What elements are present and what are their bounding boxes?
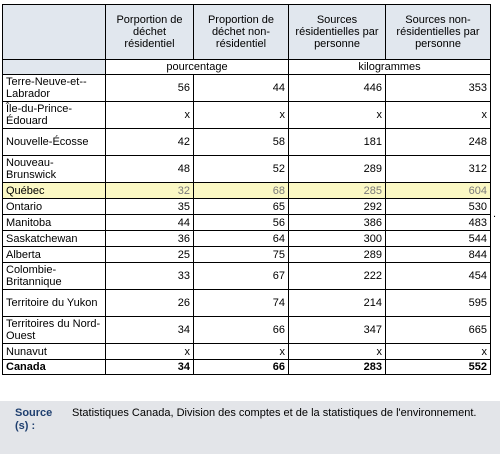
value-cell: 65 — [194, 199, 289, 215]
value-cell: 222 — [289, 263, 386, 290]
table-row — [3, 215, 491, 231]
value-cell: 347 — [289, 317, 386, 344]
value-cell: 483 — [386, 215, 491, 231]
row-label: Territoires du Nord-Ouest — [3, 317, 106, 344]
header-residential-per-person: Sources résidentielles par personne — [289, 5, 386, 60]
value-cell: 665 — [386, 317, 491, 344]
table-row — [3, 290, 491, 317]
row-label: Manitoba — [3, 215, 106, 231]
unit-kilograms: kilogrammes — [289, 60, 491, 75]
table-body — [3, 75, 491, 375]
value-cell: 289 — [289, 247, 386, 263]
row-label: Québec — [3, 183, 106, 199]
header-residential-share: Porportion de déchet résidentiel — [106, 5, 194, 60]
value-cell: 33 — [106, 263, 194, 290]
value-cell: 42 — [106, 129, 194, 156]
value-cell: 353 — [386, 75, 491, 102]
value-cell: 32 — [106, 183, 194, 199]
value-cell: 300 — [289, 231, 386, 247]
units-corner — [3, 60, 106, 75]
table-row — [3, 156, 491, 183]
value-cell: 44 — [106, 215, 194, 231]
row-label: Colombie-Britannique — [3, 263, 106, 290]
value-cell: 604 — [386, 183, 491, 199]
value-cell: 52 — [194, 156, 289, 183]
value-cell: 595 — [386, 290, 491, 317]
table-row — [3, 199, 491, 215]
value-cell: 35 — [106, 199, 194, 215]
row-label: Nouvelle-Écosse — [3, 129, 106, 156]
row-label: Saskatchewan — [3, 231, 106, 247]
waste-table — [2, 4, 491, 375]
header-nonresidential-per-person: Sources non-résidentielles par personne — [386, 5, 491, 60]
value-cell: x — [106, 344, 194, 360]
table-row — [3, 231, 491, 247]
row-label: Territoire du Yukon — [3, 290, 106, 317]
value-cell: 214 — [289, 290, 386, 317]
value-cell: 544 — [386, 231, 491, 247]
value-cell: 66 — [194, 317, 289, 344]
units-row — [3, 60, 491, 75]
value-cell: 844 — [386, 247, 491, 263]
value-cell: 74 — [194, 290, 289, 317]
value-cell: 283 — [289, 360, 386, 375]
value-cell: x — [194, 344, 289, 360]
value-cell: x — [106, 102, 194, 129]
value-cell: x — [386, 344, 491, 360]
row-label: Île-du-Prince-Édouard — [3, 102, 106, 129]
value-cell: 289 — [289, 156, 386, 183]
value-cell: 285 — [289, 183, 386, 199]
table-row — [3, 360, 491, 375]
value-cell: 552 — [386, 360, 491, 375]
value-cell: 248 — [386, 129, 491, 156]
value-cell: 446 — [289, 75, 386, 102]
value-cell: 34 — [106, 317, 194, 344]
value-cell: 530 — [386, 199, 491, 215]
table-row — [3, 183, 491, 199]
table-row — [3, 247, 491, 263]
table-row — [3, 102, 491, 129]
row-label: Canada — [3, 360, 106, 375]
value-cell: 64 — [194, 231, 289, 247]
value-cell: x — [289, 344, 386, 360]
edge-marker: . — [493, 208, 497, 220]
header-nonresidential-share: Proportion de déchet non-résidentiel — [194, 5, 289, 60]
value-cell: 67 — [194, 263, 289, 290]
value-cell: x — [289, 102, 386, 129]
value-cell: 56 — [106, 75, 194, 102]
value-cell: 312 — [386, 156, 491, 183]
value-cell: 36 — [106, 231, 194, 247]
value-cell: 386 — [289, 215, 386, 231]
value-cell: 26 — [106, 290, 194, 317]
source-label: Source (s) : — [15, 407, 53, 432]
unit-percent: pourcentage — [106, 60, 289, 75]
table-row — [3, 263, 491, 290]
table-row — [3, 129, 491, 156]
value-cell: 34 — [106, 360, 194, 375]
value-cell: 48 — [106, 156, 194, 183]
value-cell: 292 — [289, 199, 386, 215]
value-cell: x — [386, 102, 491, 129]
value-cell: x — [194, 102, 289, 129]
source-box — [0, 401, 500, 454]
value-cell: 454 — [386, 263, 491, 290]
value-cell: 68 — [194, 183, 289, 199]
header-row — [3, 5, 491, 60]
row-label: Nouveau-Brunswick — [3, 156, 106, 183]
value-cell: 44 — [194, 75, 289, 102]
value-cell: 25 — [106, 247, 194, 263]
row-label: Nunavut — [3, 344, 106, 360]
value-cell: 181 — [289, 129, 386, 156]
value-cell: 56 — [194, 215, 289, 231]
header-corner — [3, 5, 106, 60]
value-cell: 75 — [194, 247, 289, 263]
table-row — [3, 344, 491, 360]
row-label: Alberta — [3, 247, 106, 263]
table-row — [3, 317, 491, 344]
value-cell: 66 — [194, 360, 289, 375]
table-row — [3, 75, 491, 102]
value-cell: 58 — [194, 129, 289, 156]
row-label: Terre-Neuve-et--Labrador — [3, 75, 106, 102]
source-text: Statistiques Canada, Division des comptes et de la statistiques de l'environnement. — [72, 407, 477, 419]
row-label: Ontario — [3, 199, 106, 215]
